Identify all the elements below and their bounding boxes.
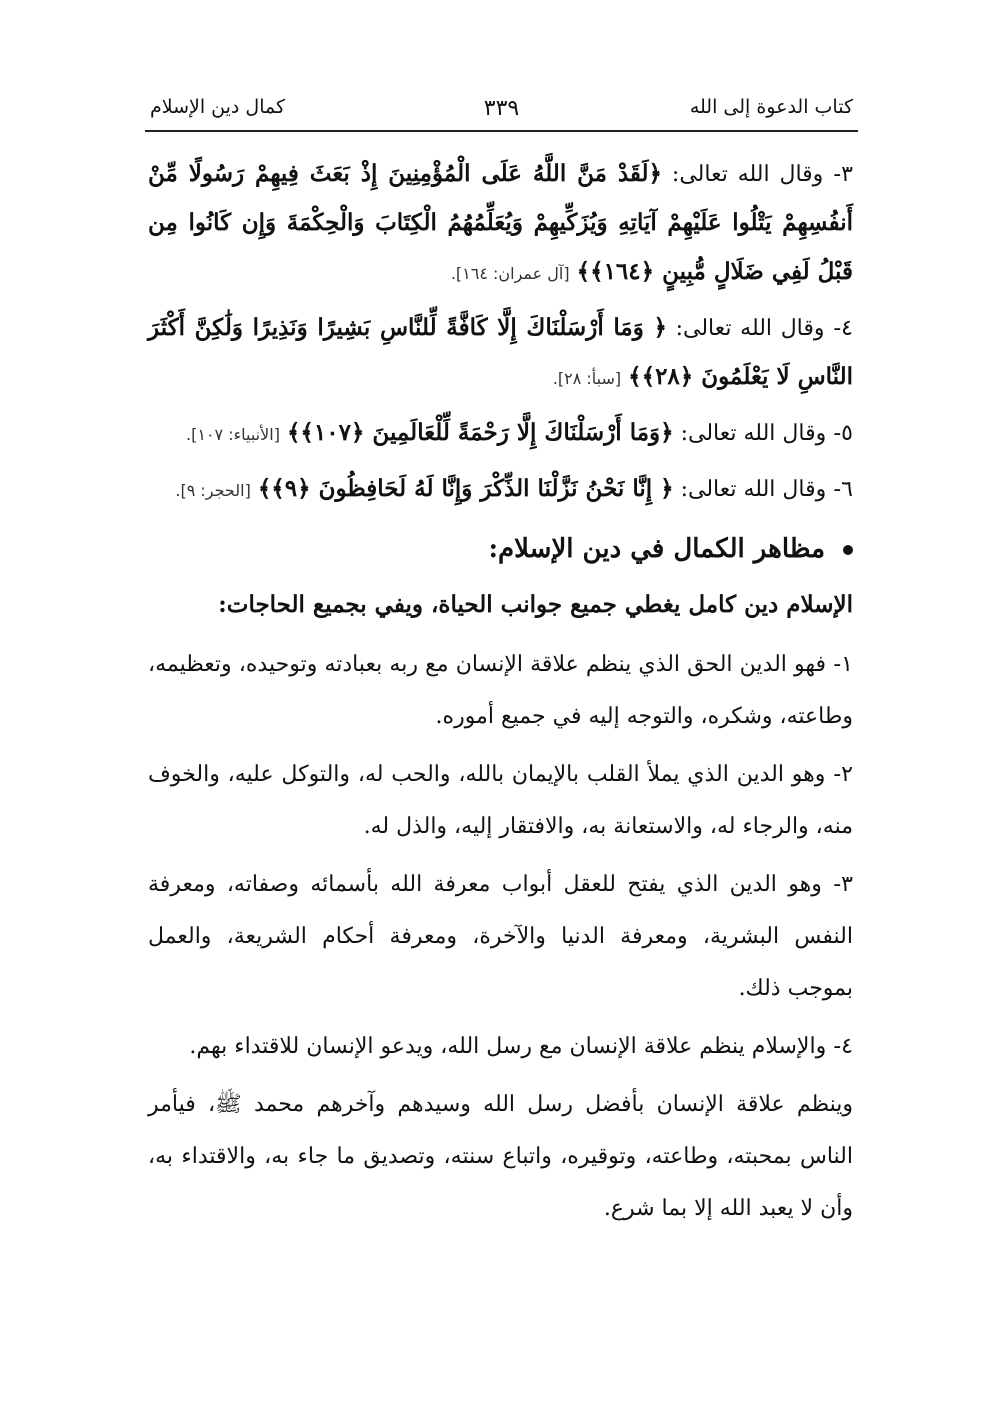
running-header xyxy=(150,96,853,126)
verse-item xyxy=(148,409,853,459)
item-number: ٣- xyxy=(833,162,853,187)
item-number: ٥- xyxy=(833,421,853,446)
section-heading xyxy=(148,525,853,573)
verse-reference: [الأنبياء: ١٠٧]. xyxy=(186,425,280,444)
verse-intro: وقال الله تعالى: xyxy=(671,162,824,187)
verse-intro: وقال الله تعالى: xyxy=(680,421,827,446)
verse-intro: وقال الله تعالى: xyxy=(675,316,825,341)
point-text: والإسلام ينظم علاقة الإنسان مع رسل الله، ويدعو الإنسان للاقتداء بهم. xyxy=(189,1034,827,1059)
section-intro: الإسلام دين كامل يغطي جميع جوانب الحياة، ويفي بجميع الحاجات: xyxy=(218,591,853,618)
verse-item xyxy=(148,465,853,515)
item-number: ٣- xyxy=(833,872,853,897)
item-number: ٤- xyxy=(833,316,853,341)
quran-verse: ﴿ إِنَّا نَحْنُ نَزَّلْنَا الذِّكْرَ وَإِنَّا لَهُ لَحَافِظُونَ ﴿٩﴾﴾ xyxy=(257,475,674,502)
point-text: وهو الدين الذي يملأ القلب بالإيمان بالله، والحب له، والتوكل عليه، والخوف منه، والرجاء له، والاستعانة به، والافتقار إليه، والذل له. xyxy=(148,762,853,839)
section-heading-text: مظاهر الكمال في دين الإسلام: xyxy=(488,534,825,564)
point-item xyxy=(148,1021,853,1073)
point-item xyxy=(148,639,853,743)
item-number: ٢- xyxy=(833,762,853,787)
header-rule xyxy=(145,130,858,132)
verse-intro: وقال الله تعالى: xyxy=(680,477,827,502)
point-text: وهو الدين الذي يفتح للعقل أبواب معرفة الله بأسمائه وصفاته، ومعرفة النفس البشرية، ومعرفة الدنيا والآخرة، ومعرفة أحكام الشريعة، والعمل بموجب ذلك. xyxy=(148,872,853,1001)
verse-item xyxy=(148,150,853,298)
chapter-title: كمال دين الإسلام xyxy=(150,96,286,118)
verse-reference: [آل عمران: ١٦٤]. xyxy=(450,264,570,283)
verse-reference: [سبأ: ٢٨]. xyxy=(552,369,622,388)
quran-verse: ﴿ وَمَا أَرْسَلْنَاكَ إِلَّا كَافَّةً لِّلنَّاسِ بَشِيرًا وَنَذِيرًا وَلَٰكِنَّ أَكْثَرَ النَّاسِ لَا يَعْلَمُونَ ﴿٢٨﴾﴾ xyxy=(148,314,853,390)
item-number: ٦- xyxy=(833,477,853,502)
book-title: كتاب الدعوة إلى الله xyxy=(689,96,853,118)
point-text: فهو الدين الحق الذي ينظم علاقة الإنسان مع ربه بعبادته وتوحيده، وتعظيمه، وطاعته، وشكره، والتوجه إليه في جميع أموره. xyxy=(148,652,853,729)
bullet-icon xyxy=(843,545,853,555)
quran-verse: ﴿وَمَا أَرْسَلْنَاكَ إِلَّا رَحْمَةً لِّلْعَالَمِينَ ﴿١٠٧﴾﴾ xyxy=(286,419,674,446)
point-item xyxy=(148,859,853,1015)
verse-item xyxy=(148,304,853,403)
verse-reference: [الحجر: ٩]. xyxy=(175,481,251,500)
item-number: ٤- xyxy=(833,1034,853,1059)
page-body xyxy=(148,150,853,1241)
quran-verse: ﴿لَقَدْ مَنَّ اللَّهُ عَلَى الْمُؤْمِنِينَ إِذْ بَعَثَ فِيهِمْ رَسُولًا مِّنْ أَنفُسِهِمْ يَتْلُوا عَلَيْهِمْ آيَاتِهِ وَيُزَكِّيهِمْ وَيُعَلِّمُهُمُ الْكِتَابَ وَالْحِكْمَةَ وَإِن كَانُوا مِن قَبْلُ لَفِي ضَلَالٍ مُّبِينٍ ﴿١٦٤﴾﴾ xyxy=(148,160,853,285)
closing-paragraph: وينظم علاقة الإنسان بأفضل رسل الله وسيدهم وآخرهم محمد ﷺ، فيأمر الناس بمحبته، وطاعته، وتوقيره، واتباع سنته، وتصديق ما جاء به، والاقتداء به، وأن لا يعبد الله إلا بما شرع. xyxy=(148,1092,853,1221)
page-number: ٣٣٩ xyxy=(483,96,520,121)
item-number: ١- xyxy=(833,652,853,677)
point-item xyxy=(148,749,853,853)
